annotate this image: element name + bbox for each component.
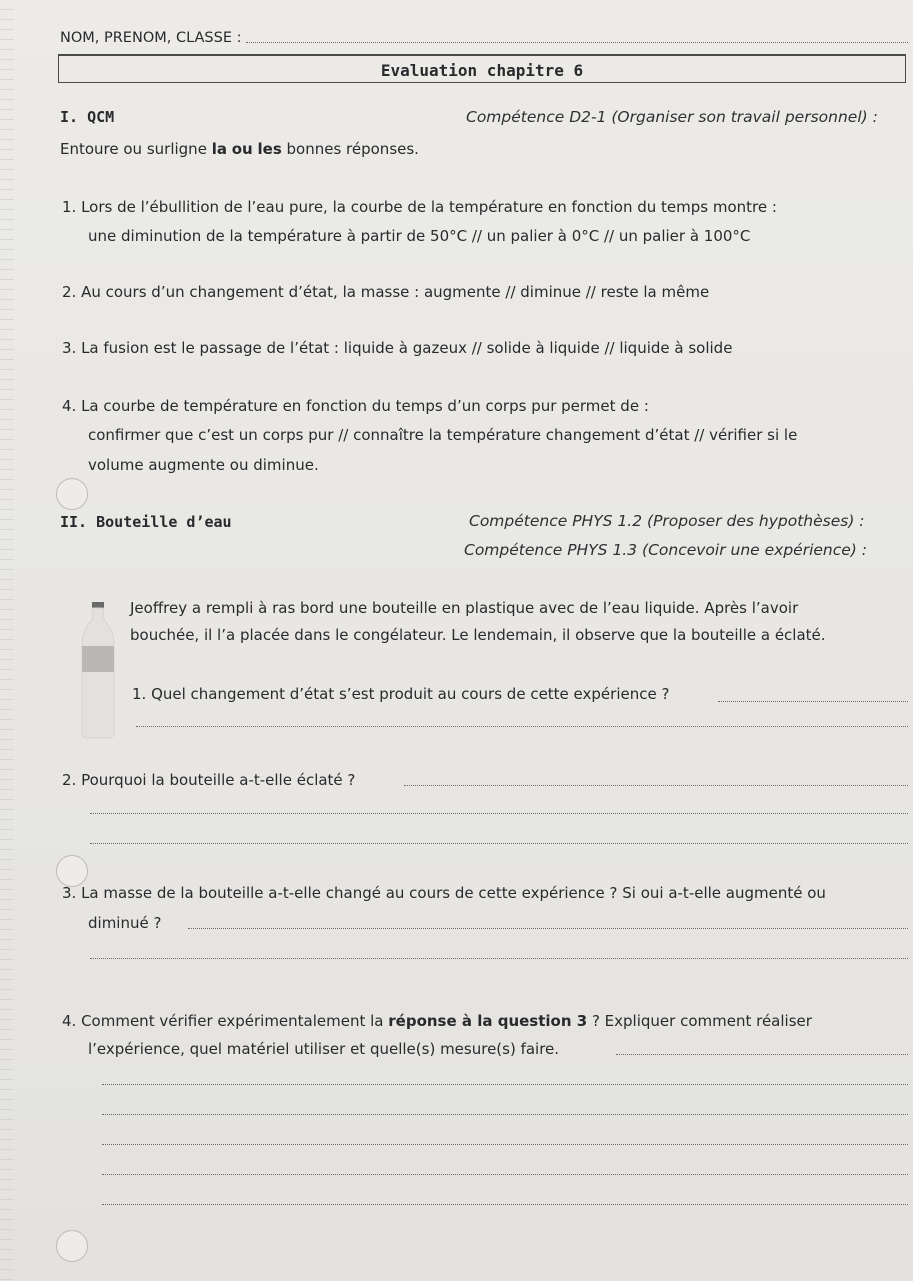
bottle-q4-stem-post: ? Expliquer comment réaliser bbox=[587, 1012, 812, 1030]
bottle-q4-answer-line-3[interactable] bbox=[102, 1114, 908, 1115]
bottle-intro-line-1: Jeoffrey a rempli à ras bord une bouteille en plastique avec de l’eau liquide. Après l’avoir bbox=[130, 599, 799, 617]
page-margin-edge bbox=[0, 0, 14, 1281]
qcm-q4-options[interactable]: confirmer que c’est un corps pur // connaître la température changement d’état // vérifier si le bbox=[88, 426, 798, 444]
instruction-bold-ou: ou bbox=[231, 140, 253, 158]
qcm-q1-options[interactable]: une diminution de la température à partir de 50°C // un palier à 0°C // un palier à 100°C bbox=[88, 227, 751, 245]
bottle-q2-answer-line-3[interactable] bbox=[90, 843, 908, 844]
bottle-q4-answer-line-2[interactable] bbox=[102, 1084, 908, 1085]
title-box bbox=[58, 54, 906, 83]
bottle-q4-answer-line-1[interactable] bbox=[616, 1054, 908, 1055]
binder-hole-3 bbox=[56, 1230, 88, 1262]
bottle-q4-answer-line-6[interactable] bbox=[102, 1204, 908, 1205]
section-2-competence-1: Compétence PHYS 1.2 (Proposer des hypothèses) : bbox=[469, 512, 865, 530]
bottle-q3-answer-line-1[interactable] bbox=[188, 928, 908, 929]
page-title: Evaluation chapitre 6 bbox=[380, 61, 584, 80]
qcm-q2[interactable]: 2. Au cours d’un changement d’état, la masse : augmente // diminue // reste la même bbox=[62, 283, 710, 301]
instruction-text-post: bonnes réponses. bbox=[281, 140, 419, 158]
bottle-q4-stem-bold: réponse à la question 3 bbox=[388, 1012, 588, 1030]
qcm-q4-stem: 4. La courbe de température en fonction du temps d’un corps pur permet de : bbox=[62, 397, 649, 415]
qcm-q4-options-cont[interactable]: volume augmente ou diminue. bbox=[88, 456, 319, 474]
section-1-heading: I. QCM bbox=[60, 108, 115, 126]
bottle-q1-answer-line-1[interactable] bbox=[718, 701, 908, 702]
instruction-bold-la: la bbox=[211, 140, 227, 158]
binder-hole-2 bbox=[56, 855, 88, 887]
name-label: NOM, PRENOM, CLASSE : bbox=[60, 30, 242, 46]
bottle-q3-stem: 3. La masse de la bouteille a-t-elle changé au cours de cette expérience ? Si oui a-t-elle augmenté ou bbox=[62, 884, 826, 902]
bottle-intro-line-2: bouchée, il l’a placée dans le congélateur. Le lendemain, il observe que la bouteille a éclaté. bbox=[130, 626, 826, 644]
section-2-competence-2: Compétence PHYS 1.3 (Concevoir une expérience) : bbox=[464, 541, 867, 559]
bottle-q3-answer-line-2[interactable] bbox=[90, 958, 908, 959]
binder-hole bbox=[56, 478, 88, 510]
qcm-q3[interactable]: 3. La fusion est le passage de l’état : liquide à gazeux // solide à liquide // liquide à solide bbox=[62, 339, 733, 357]
bottle-q4-answer-line-5[interactable] bbox=[102, 1174, 908, 1175]
bottle-icon bbox=[80, 600, 116, 740]
bottle-q4-stem-cont: l’expérience, quel matériel utiliser et quelle(s) mesure(s) faire. bbox=[88, 1040, 560, 1058]
bottle-q4-stem bbox=[62, 1012, 812, 1030]
instruction-bold-les: les bbox=[257, 140, 282, 158]
bottle-q1-answer-line-2[interactable] bbox=[136, 726, 908, 727]
bottle-q4-stem-pre: 4. Comment vérifier expérimentalement la bbox=[62, 1012, 389, 1030]
bottle-q1: 1. Quel changement d’état s’est produit au cours de cette expérience ? bbox=[132, 685, 670, 703]
section-2-heading: II. Bouteille d’eau bbox=[60, 513, 232, 531]
bottle-q4-answer-line-4[interactable] bbox=[102, 1144, 908, 1145]
qcm-q1-stem: 1. Lors de l’ébullition de l’eau pure, la courbe de la température en fonction du temps montre : bbox=[62, 198, 777, 216]
bottle-q3-stem-cont: diminué ? bbox=[88, 914, 162, 932]
qcm-instruction bbox=[60, 140, 419, 158]
bottle-q2: 2. Pourquoi la bouteille a-t-elle éclaté ? bbox=[62, 771, 356, 789]
bottle-q2-answer-line-2[interactable] bbox=[90, 813, 908, 814]
section-1-competence: Compétence D2-1 (Organiser son travail personnel) : bbox=[466, 108, 878, 126]
bottle-q2-answer-line-1[interactable] bbox=[404, 785, 908, 786]
instruction-text-pre: Entoure ou surligne bbox=[60, 140, 212, 158]
name-answer-line[interactable] bbox=[246, 42, 908, 43]
